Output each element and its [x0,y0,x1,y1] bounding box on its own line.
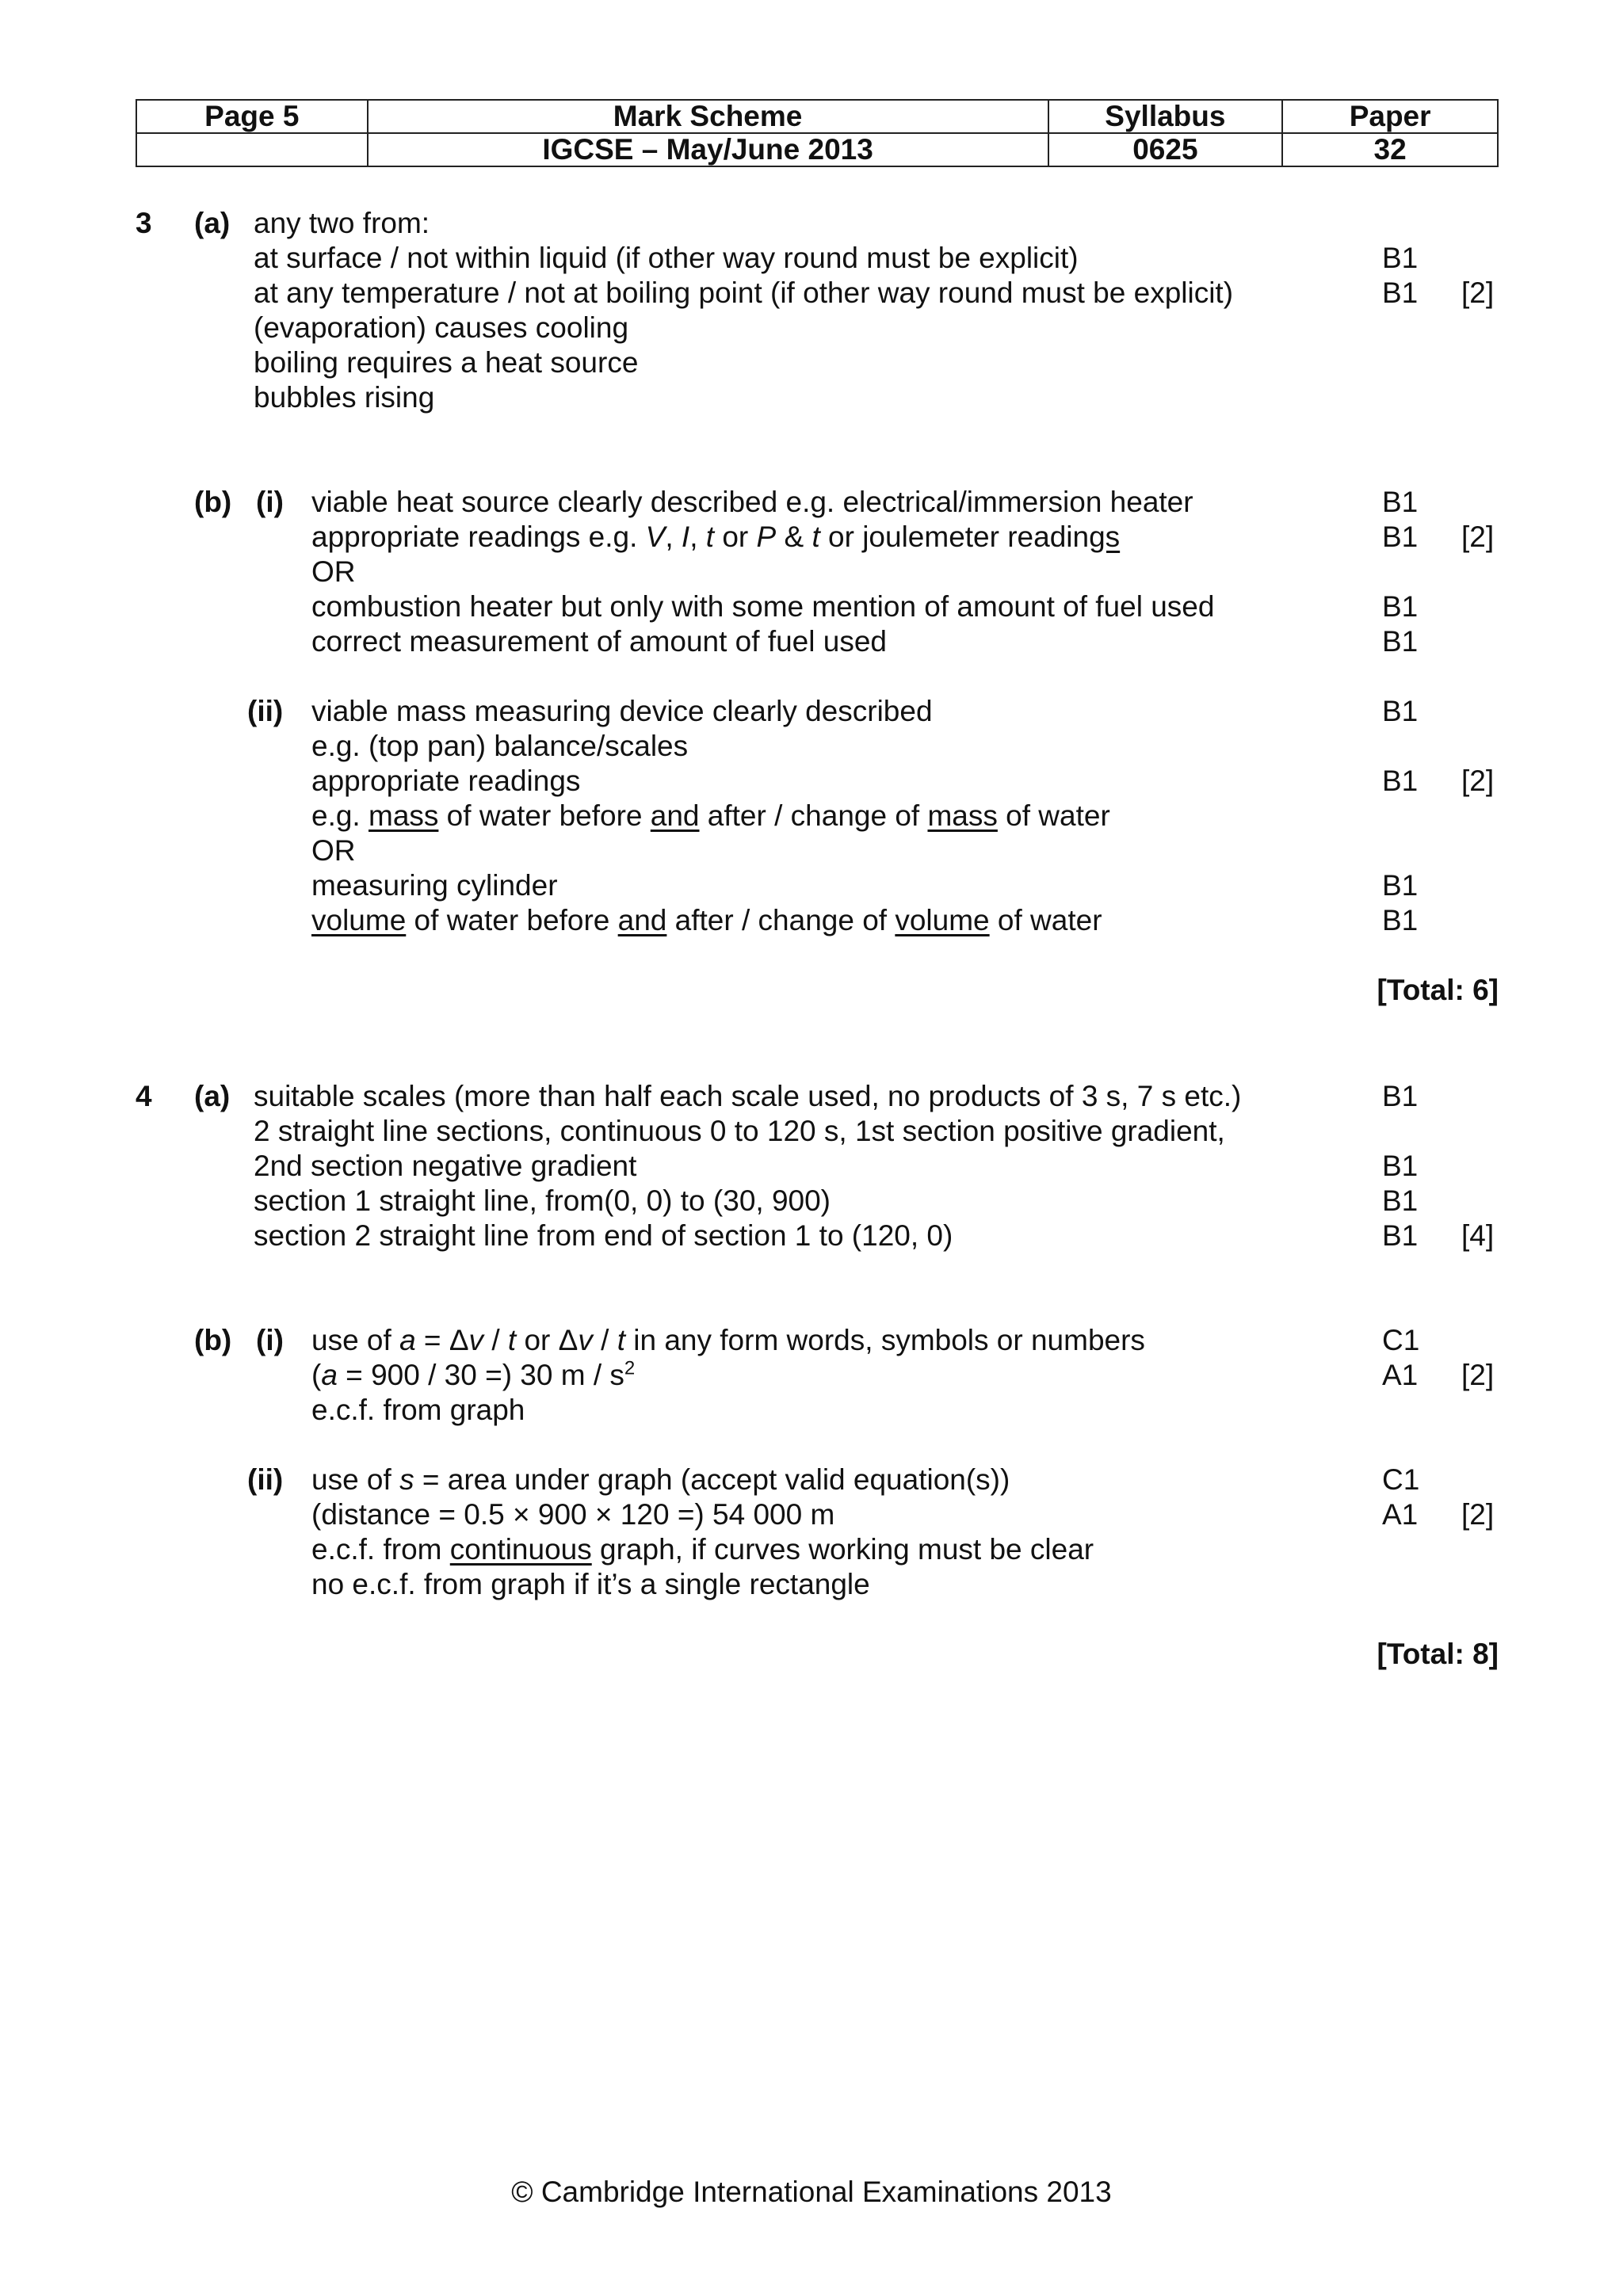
part-total: [2] [1461,521,1495,553]
mark-code: B1 [1382,1150,1419,1182]
answer-line: e.g. (top pan) balance/scales [311,730,689,762]
header-exam-session: IGCSE – May/June 2013 [368,133,1048,166]
answer-line: 2 straight line sections, continuous 0 to 120 s, 1st section positive gradient, [254,1115,1225,1147]
answer-line: viable heat source clearly described e.g. electrical/immersion heater [311,486,1193,518]
question-number: 3 [136,207,152,239]
copyright-footer: © Cambridge International Examinations 2013 [511,2176,1112,2208]
mark-code: A1 [1382,1498,1419,1531]
header-paper: Paper [1282,100,1498,133]
answer-line: at surface / not within liquid (if other way round must be explicit) [254,242,1079,274]
mark-code: B1 [1382,869,1419,902]
answer-line: appropriate readings [311,765,581,797]
answer-line: OR [311,834,356,867]
answer-line: volume of water before and after / change of volume of water [311,904,1102,936]
answer-line: no e.c.f. from graph if it’s a single rectangle [311,1568,870,1600]
answer-line: combustion heater but only with some mention of amount of fuel used [311,590,1215,623]
question-total: [Total: 8] [1377,1638,1499,1670]
answer-line: e.c.f. from continuous graph, if curves working must be clear [311,1533,1094,1566]
answer-line: appropriate readings e.g. V, I, t or P & t or joulemeter readings [311,521,1121,553]
mark-code: A1 [1382,1359,1419,1391]
header-syllabus-code: 0625 [1048,133,1283,166]
answer-line: (a = 900 / 30 =) 30 m / $s^2$ [311,1357,636,1391]
mark-code: B1 [1382,521,1419,553]
part-label: (a) [194,207,231,239]
mark-code: C1 [1382,1463,1420,1496]
header-row-titles [136,100,1498,133]
mark-code: B1 [1382,242,1419,274]
header-paper-number: 32 [1282,133,1498,166]
part-total: [2] [1461,765,1495,797]
subpart-label: (ii) [247,1463,284,1496]
part-label: (a) [194,1080,231,1112]
answer-line: 2nd section negative gradient [254,1150,637,1182]
answer-line: viable mass measuring device clearly described [311,695,933,727]
mark-code: B1 [1382,1184,1419,1217]
header-table [136,99,1499,167]
part-label: (b) [194,486,232,518]
answer-line: use of a = Δv / t or Δv / t in any form words, symbols or numbers [311,1324,1145,1356]
subpart-label: (i) [256,1324,284,1356]
answer-line: (distance = 0.5 × 900 × 120 =) 54 000 m [311,1498,835,1531]
subpart-label: (i) [256,486,284,518]
header-row-values [136,133,1498,166]
question-number: 4 [136,1080,152,1112]
answer-line: section 2 straight line from end of section 1 to (120, 0) [254,1219,953,1252]
subpart-label: (ii) [247,695,284,727]
header-mark-scheme: Mark Scheme [368,100,1048,133]
mark-code: B1 [1382,625,1419,658]
question-total: [Total: 6] [1377,974,1499,1006]
answer-line: use of s = area under graph (accept valid equation(s)) [311,1463,1010,1496]
header-page-value [136,133,368,166]
mark-code: B1 [1382,765,1419,797]
answer-line: (evaporation) causes cooling [254,311,629,344]
answer-line: measuring cylinder [311,869,558,902]
part-label: (b) [194,1324,232,1356]
answer-line: section 1 straight line, from(0, 0) to (30, 900) [254,1184,831,1217]
part-total: [2] [1461,277,1495,309]
header-page: Page 5 [136,100,368,133]
answer-line: correct measurement of amount of fuel used [311,625,887,658]
answer-line: at any temperature / not at boiling point (if other way round must be explicit) [254,277,1234,309]
mark-code: B1 [1382,486,1419,518]
mark-code: B1 [1382,277,1419,309]
answer-line: bubbles rising [254,381,435,414]
mark-code: B1 [1382,695,1419,727]
part-total: [2] [1461,1359,1495,1391]
answer-line: suitable scales (more than half each scale used, no products of 3 s, 7 s etc.) [254,1080,1242,1112]
mark-code: C1 [1382,1324,1420,1356]
answer-line: OR [311,555,356,588]
mark-code: B1 [1382,904,1419,936]
answer-line: e.g. mass of water before and after / change of mass of water [311,799,1110,832]
header-syllabus: Syllabus [1048,100,1283,133]
part-total: [2] [1461,1498,1495,1531]
answer-line: any two from: [254,207,430,239]
mark-code: B1 [1382,590,1419,623]
mark-code: B1 [1382,1080,1419,1112]
answer-line: boiling requires a heat source [254,346,639,379]
mark-code: B1 [1382,1219,1419,1252]
part-total: [4] [1461,1219,1495,1252]
answer-line: e.c.f. from graph [311,1394,525,1426]
